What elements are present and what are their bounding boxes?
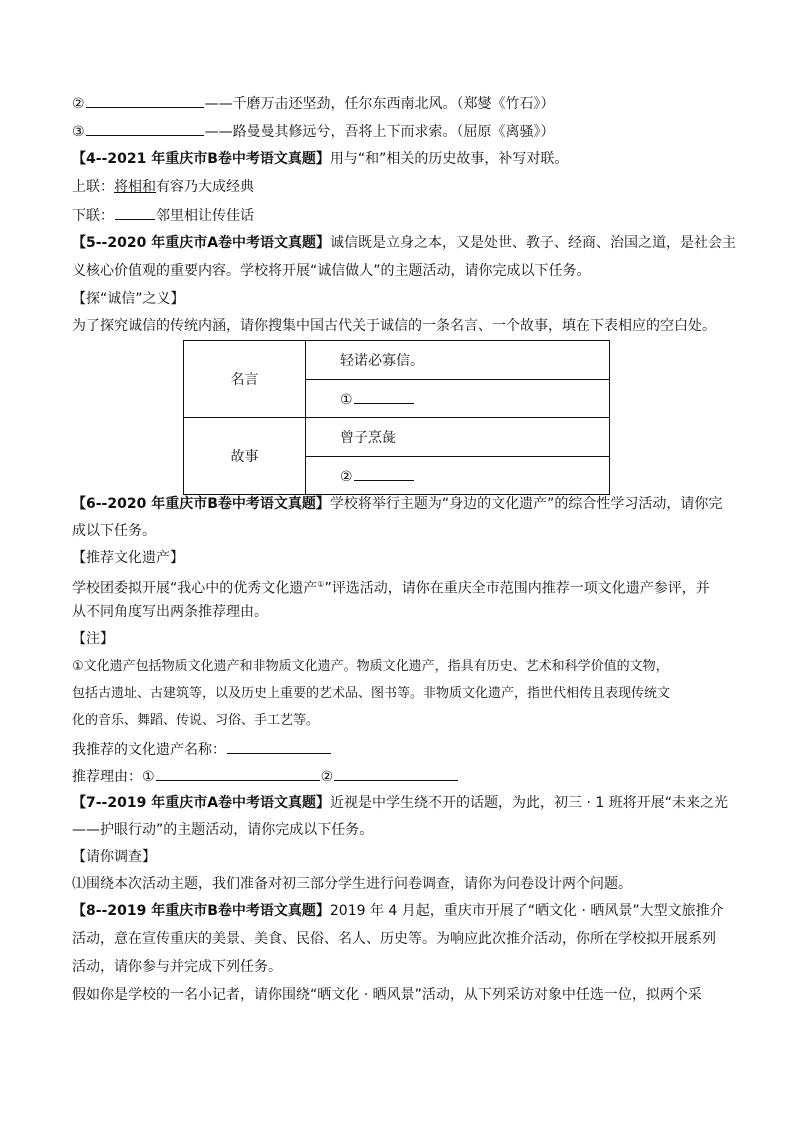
question-text: 用与“和”相关的历史故事，补写对联。 xyxy=(329,151,569,167)
question-6-header xyxy=(72,494,722,514)
answer-blank[interactable] xyxy=(86,93,204,108)
question-tag: 【4--2021 年重庆市B卷中考语文真题】 xyxy=(72,151,330,167)
question-text: 学校将举行主题为“身边的文化遗产”的综合性学习活动，请你完 xyxy=(329,496,723,512)
field-label: 我推荐的文化遗产名称： xyxy=(72,742,226,758)
answer-blank[interactable] xyxy=(227,739,331,754)
table-head-story: 故事 xyxy=(184,418,306,495)
question-5-header xyxy=(72,233,736,253)
couplet-lower xyxy=(72,205,254,226)
task-item: ⑴围绕本次活动主题，我们准备对初三部分学生进行问卷调查，请你为问卷设计两个问题。 xyxy=(72,876,632,892)
footnote-marker: ① xyxy=(317,580,325,589)
note-text: 包括古遗址、古建筑等，以及历史上重要的艺术品、图书等。非物质文化遗产，指世代相传且表现传统文 xyxy=(72,686,671,701)
question-text: 义核心价值观的重要内容。学校将开展“诚信做人”的主题活动，请你完成以下任务。 xyxy=(72,263,591,279)
note-text: 化的音乐、舞蹈、传说、习俗、手工艺等。 xyxy=(72,713,320,728)
task-description xyxy=(72,575,710,599)
underlined-text: 将相和 xyxy=(114,179,156,195)
item-number: ② xyxy=(340,468,353,485)
sayings-stories-table xyxy=(183,340,610,495)
question-text: 活动，意在宣传重庆的美景、美食、民俗、名人、历史等。为响应此次推介活动，你所在学校拟开展系列 xyxy=(72,931,716,947)
note-title: 【注】 xyxy=(72,631,114,647)
question-7-header xyxy=(72,793,728,813)
item-number: ③ xyxy=(72,124,85,140)
table-cell[interactable] xyxy=(306,379,610,418)
question-text: 2019 年 4 月起，重庆市开展了“晒文化 · 晒风景”大型文旅推介 xyxy=(329,903,724,919)
task-description: 从不同角度写出两条推荐理由。 xyxy=(72,604,268,620)
task-subheading: 【请你调查】 xyxy=(72,849,156,865)
question-tag: 【6--2020 年重庆市B卷中考语文真题】 xyxy=(72,496,330,512)
question-text: 活动，请你参与并完成下列任务。 xyxy=(72,959,282,975)
couplet-upper xyxy=(72,177,254,197)
question-4-header xyxy=(72,149,568,169)
item-number: ② xyxy=(72,96,85,112)
couplet-label: 上联： xyxy=(72,179,114,195)
item-number: ② xyxy=(320,769,334,785)
recommend-name-row xyxy=(72,739,332,760)
task-subheading: 【推荐文化遗产】 xyxy=(72,550,184,566)
answer-blank[interactable] xyxy=(354,466,414,481)
question-text: 诚信既是立身之本，又是处世、教子、经商、治国之道，是社会主 xyxy=(330,235,737,251)
answer-blank[interactable] xyxy=(334,766,458,781)
question-text: 假如你是学校的一名小记者，请你围绕“晒文化 · 晒风景”活动，从下列采访对象中任选一位，拟两个采 xyxy=(72,987,702,1003)
question-text: 近视是中学生绕不开的话题，为此，初三 · 1 班将开展“未来之光 xyxy=(330,795,729,811)
table-head-saying: 名言 xyxy=(184,341,306,418)
table-cell: 曾子烹彘 xyxy=(306,418,610,457)
question-tag: 【7--2019 年重庆市A卷中考语文真题】 xyxy=(72,795,331,811)
task-text: 学校团委拟开展“我心中的优秀文化遗产 xyxy=(72,580,318,597)
poem-line-3 xyxy=(72,121,555,142)
table-cell: 轻诺必寡信。 xyxy=(306,341,610,380)
question-tag: 【5--2020 年重庆市A卷中考语文真题】 xyxy=(72,235,331,251)
field-label: 推荐理由：① xyxy=(72,769,155,785)
note-text: ①文化遗产包括物质文化遗产和非物质文化遗产。物质文化遗产，指具有历史、艺术和科学价值的文物， xyxy=(72,659,669,674)
task-description: 为了探究诚信的传统内涵，请你搜集中国古代关于诚信的一条名言、一个故事，填在下表相应的空白处。 xyxy=(72,318,716,334)
question-text: ——护眼行动”的主题活动，请你完成以下任务。 xyxy=(72,822,374,838)
poem-text: ——千磨万击还坚劲，任尔东西南北风。（郑燮《竹石》） xyxy=(204,96,555,112)
recommend-reason-row xyxy=(72,766,459,787)
question-tag: 【8--2019 年重庆市B卷中考语文真题】 xyxy=(72,903,330,919)
answer-blank[interactable] xyxy=(86,121,204,136)
couplet-text: 有容乃大成经典 xyxy=(156,179,254,195)
answer-blank[interactable] xyxy=(115,205,155,220)
answer-blank[interactable] xyxy=(354,389,414,404)
question-8-header xyxy=(72,901,724,921)
couplet-text: 邻里相让传佳话 xyxy=(156,208,254,224)
poem-line-2 xyxy=(72,93,555,114)
question-text: 成以下任务。 xyxy=(72,523,156,539)
couplet-label: 下联： xyxy=(72,208,114,224)
table-cell[interactable] xyxy=(306,456,610,495)
answer-blank[interactable] xyxy=(156,766,320,781)
task-text: ”评选活动，请你在重庆全市范围内推荐一项文化遗产参评，并 xyxy=(324,580,710,597)
item-number: ① xyxy=(340,391,353,408)
task-subheading: 【探“诚信”之义】 xyxy=(72,291,185,307)
poem-text: ——路曼曼其修远兮，吾将上下而求索。（屈原《离骚》） xyxy=(204,124,555,140)
